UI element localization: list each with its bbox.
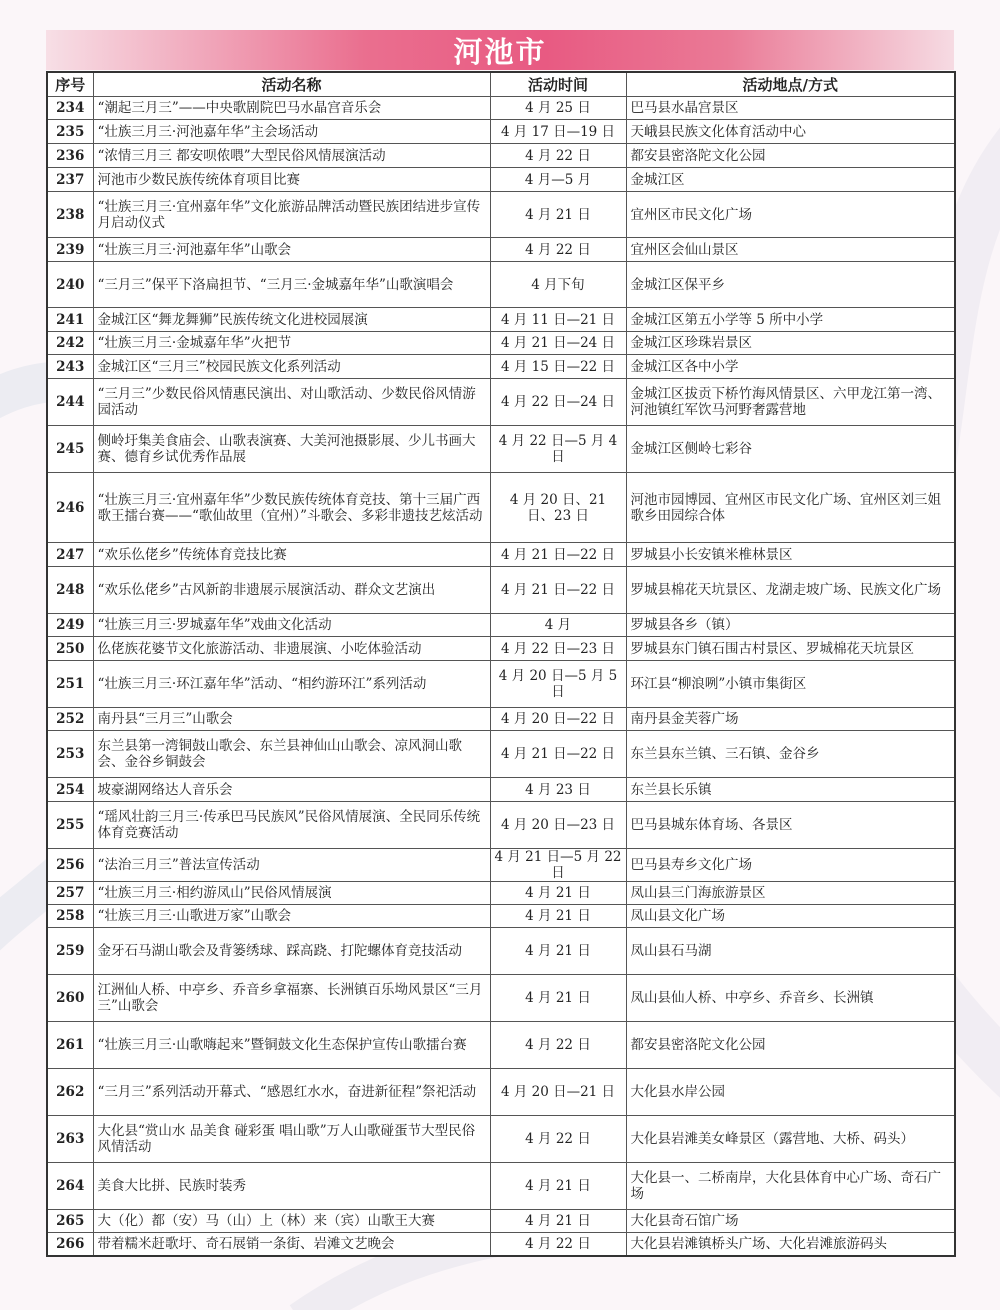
activity-place: 金城江区珍珠岩景区 — [626, 332, 955, 355]
activity-name: “壮族三月三·环江嘉年华”活动、“相约游环江”系列活动 — [93, 661, 490, 708]
activity-place: 巴马县寿乡文化广场 — [626, 849, 955, 882]
row-number: 264 — [47, 1163, 93, 1210]
activity-name: 侧岭圩集美食庙会、山歌表演赛、大美河池摄影展、少儿书画大赛、德育乡试优秀作品展 — [93, 426, 490, 473]
table-row — [47, 543, 955, 567]
table-row — [47, 614, 955, 637]
row-number: 253 — [47, 731, 93, 778]
table-row — [47, 802, 955, 849]
activity-time: 4 月 17 日—19 日 — [490, 120, 626, 144]
row-number: 246 — [47, 473, 93, 543]
activity-time: 4 月 21 日—22 日 — [490, 567, 626, 614]
activity-place: 都安县密洛陀文化公园 — [626, 1022, 955, 1069]
table-row — [47, 637, 955, 661]
row-number: 245 — [47, 426, 93, 473]
row-number: 266 — [47, 1233, 93, 1256]
table-row — [47, 975, 955, 1022]
activity-place: 罗城县棉花天坑景区、龙湖走坡广场、民族文化广场 — [626, 567, 955, 614]
table-header-row — [47, 72, 955, 97]
activity-time: 4 月 15 日—22 日 — [490, 355, 626, 379]
activity-time: 4 月 21 日 — [490, 1163, 626, 1210]
row-number: 237 — [47, 168, 93, 192]
activity-place: 凤山县三门海旅游景区 — [626, 882, 955, 905]
table-row — [47, 1069, 955, 1116]
row-number: 265 — [47, 1210, 93, 1233]
activity-place: 罗城县小长安镇米椎林景区 — [626, 543, 955, 567]
activity-time: 4 月 22 日—5 月 4 日 — [490, 426, 626, 473]
table-row — [47, 731, 955, 778]
activity-place: 凤山县仙人桥、中亭乡、乔音乡、长洲镇 — [626, 975, 955, 1022]
row-number: 239 — [47, 238, 93, 262]
row-number: 255 — [47, 802, 93, 849]
table-row — [47, 426, 955, 473]
row-number: 259 — [47, 928, 93, 975]
activity-place: 罗城县各乡（镇） — [626, 614, 955, 637]
activity-name: 河池市少数民族传统体育项目比赛 — [93, 168, 490, 192]
table-row — [47, 332, 955, 355]
activity-place: 大化县奇石馆广场 — [626, 1210, 955, 1233]
table-row — [47, 882, 955, 905]
table-row — [47, 1210, 955, 1233]
activity-time: 4 月 21 日 — [490, 882, 626, 905]
row-number: 238 — [47, 192, 93, 238]
activity-place: 东兰县东兰镇、三石镇、金谷乡 — [626, 731, 955, 778]
activity-place: 大化县岩滩美女峰景区（露营地、大桥、码头） — [626, 1116, 955, 1163]
activity-time: 4 月 22 日 — [490, 1233, 626, 1256]
activity-place: 罗城县东门镇石围古村景区、罗城棉花天坑景区 — [626, 637, 955, 661]
activity-name: 大化县“赏山水 品美食 碰彩蛋 唱山歌”万人山歌碰蛋节大型民俗风情活动 — [93, 1116, 490, 1163]
activity-name: “壮族三月三·相约游凤山”民俗风情展演 — [93, 882, 490, 905]
activity-time: 4 月 22 日 — [490, 238, 626, 262]
activity-time: 4 月 23 日 — [490, 778, 626, 802]
activity-name: 带着糯米赶歌圩、奇石展销一条街、岩滩文艺晚会 — [93, 1233, 490, 1256]
activity-name: 江洲仙人桥、中亭乡、乔音乡拿福寨、长洲镇百乐坳风景区“三月三”山歌会 — [93, 975, 490, 1022]
table-row — [47, 262, 955, 308]
activity-place: 金城江区第五小学等 5 所中小学 — [626, 308, 955, 332]
row-number: 260 — [47, 975, 93, 1022]
activity-place: 巴马县水晶宫景区 — [626, 97, 955, 120]
row-number: 248 — [47, 567, 93, 614]
activity-name: 南丹县“三月三”山歌会 — [93, 708, 490, 731]
activity-time: 4 月 21 日—5 月 22 日 — [490, 849, 626, 882]
table-row — [47, 97, 955, 120]
activity-name: 金牙石马湖山歌会及背篓绣球、踩高跷、打陀螺体育竞技活动 — [93, 928, 490, 975]
activity-time: 4 月下旬 — [490, 262, 626, 308]
activity-place: 南丹县金芙蓉广场 — [626, 708, 955, 731]
row-number: 247 — [47, 543, 93, 567]
header-name: 活动名称 — [93, 72, 490, 97]
activity-name: “三月三”保平下洛扁担节、“三月三·金城嘉年华”山歌演唱会 — [93, 262, 490, 308]
activity-time: 4 月 22 日 — [490, 1116, 626, 1163]
table-row — [47, 192, 955, 238]
table-row — [47, 355, 955, 379]
activity-place: 天峨县民族文化体育活动中心 — [626, 120, 955, 144]
table-row — [47, 168, 955, 192]
activity-time: 4 月 22 日—23 日 — [490, 637, 626, 661]
activity-place: 河池市园博园、宜州区市民文化广场、宜州区刘三姐歌乡田园综合体 — [626, 473, 955, 543]
activity-name: 金城江区“舞龙舞狮”民族传统文化进校园展演 — [93, 308, 490, 332]
table-row — [47, 379, 955, 426]
table-row — [47, 567, 955, 614]
table-row — [47, 120, 955, 144]
row-number: 236 — [47, 144, 93, 168]
activity-name: “壮族三月三·金城嘉年华”火把节 — [93, 332, 490, 355]
activity-time: 4 月 20 日—22 日 — [490, 708, 626, 731]
table-row — [47, 849, 955, 882]
header-place: 活动地点/方式 — [626, 72, 955, 97]
activity-name: “欢乐仫佬乡”传统体育竞技比赛 — [93, 543, 490, 567]
row-number: 262 — [47, 1069, 93, 1116]
activity-time: 4 月 21 日 — [490, 1210, 626, 1233]
row-number: 243 — [47, 355, 93, 379]
activity-place: 金城江区拔贡下桥竹海风情景区、六甲龙江第一湾、河池镇红军饮马河野奢露营地 — [626, 379, 955, 426]
activity-name: “壮族三月三·河池嘉年华”主会场活动 — [93, 120, 490, 144]
activity-time: 4 月 — [490, 614, 626, 637]
activity-name: 美食大比拼、民族时装秀 — [93, 1163, 490, 1210]
activity-name: “壮族三月三·河池嘉年华”山歌会 — [93, 238, 490, 262]
row-number: 235 — [47, 120, 93, 144]
activity-time: 4 月 21 日 — [490, 905, 626, 928]
city-banner — [46, 30, 954, 70]
row-number: 251 — [47, 661, 93, 708]
row-number: 244 — [47, 379, 93, 426]
activity-name: “法治三月三”普法宣传活动 — [93, 849, 490, 882]
table-row — [47, 1233, 955, 1256]
row-number: 256 — [47, 849, 93, 882]
activity-time: 4 月 25 日 — [490, 97, 626, 120]
activity-time: 4 月 22 日 — [490, 144, 626, 168]
table-row — [47, 308, 955, 332]
row-number: 254 — [47, 778, 93, 802]
activity-place: 环江县“柳浪咧”小镇市集街区 — [626, 661, 955, 708]
activity-place: 金城江区各中小学 — [626, 355, 955, 379]
row-number: 252 — [47, 708, 93, 731]
activity-place: 凤山县石马湖 — [626, 928, 955, 975]
activity-place: 大化县一、二桥南岸，大化县体育中心广场、奇石广场 — [626, 1163, 955, 1210]
activity-time: 4 月 20 日—21 日 — [490, 1069, 626, 1116]
table-row — [47, 928, 955, 975]
activity-place: 宜州区市民文化广场 — [626, 192, 955, 238]
table-row — [47, 661, 955, 708]
table-row — [47, 778, 955, 802]
activity-name: 金城江区“三月三”校园民族文化系列活动 — [93, 355, 490, 379]
activity-name: 大（化）都（安）马（山）上（林）来（宾）山歌王大赛 — [93, 1210, 490, 1233]
activity-name: 仫佬族花婆节文化旅游活动、非遗展演、小吃体验活动 — [93, 637, 490, 661]
activity-name: 东兰县第一湾铜鼓山歌会、东兰县神仙山山歌会、凉风洞山歌会、金谷乡铜鼓会 — [93, 731, 490, 778]
activity-name: “三月三”少数民俗风情惠民演出、对山歌活动、少数民俗风情游园活动 — [93, 379, 490, 426]
activity-place: 凤山县文化广场 — [626, 905, 955, 928]
activity-time: 4 月 21 日 — [490, 928, 626, 975]
activity-place: 大化县水岸公园 — [626, 1069, 955, 1116]
header-no: 序号 — [47, 72, 93, 97]
activity-time: 4 月 21 日—24 日 — [490, 332, 626, 355]
table-row — [47, 238, 955, 262]
row-number: 257 — [47, 882, 93, 905]
activity-time: 4 月—5 月 — [490, 168, 626, 192]
activity-time: 4 月 21 日 — [490, 975, 626, 1022]
row-number: 241 — [47, 308, 93, 332]
activity-time: 4 月 11 日—21 日 — [490, 308, 626, 332]
activity-place: 宜州区会仙山景区 — [626, 238, 955, 262]
activity-name: 坡豪湖网络达人音乐会 — [93, 778, 490, 802]
activity-place: 金城江区保平乡 — [626, 262, 955, 308]
activity-place: 巴马县城东体育场、各景区 — [626, 802, 955, 849]
activity-place: 都安县密洛陀文化公园 — [626, 144, 955, 168]
table-row — [47, 1022, 955, 1069]
activity-name: “潮起三月三”——中央歌剧院巴马水晶宫音乐会 — [93, 97, 490, 120]
row-number: 234 — [47, 97, 93, 120]
activity-name: “欢乐仫佬乡”古风新韵非遗展示展演活动、群众文艺演出 — [93, 567, 490, 614]
row-number: 249 — [47, 614, 93, 637]
activity-name: “壮族三月三·宜州嘉年华”少数民族传统体育竞技、第十三届广西歌王擂台赛——“歌仙故里（宜州）”斗歌会、多彩非遗技艺炫活动 — [93, 473, 490, 543]
activity-time: 4 月 22 日—24 日 — [490, 379, 626, 426]
activity-place: 金城江区侧岭七彩谷 — [626, 426, 955, 473]
activity-name: “瑶风壮韵三月三·传承巴马民族风”民俗风情展演、全民同乐传统体育竞赛活动 — [93, 802, 490, 849]
activity-name: “壮族三月三·宜州嘉年华”文化旅游品牌活动暨民族团结进步宣传月启动仪式 — [93, 192, 490, 238]
table-row — [47, 1116, 955, 1163]
activity-time: 4 月 20 日、21 日、23 日 — [490, 473, 626, 543]
activity-name: “壮族三月三·山歌进万家”山歌会 — [93, 905, 490, 928]
row-number: 261 — [47, 1022, 93, 1069]
table-row — [47, 473, 955, 543]
activity-time: 4 月 21 日—22 日 — [490, 731, 626, 778]
activity-time: 4 月 20 日—23 日 — [490, 802, 626, 849]
activity-place: 大化县岩滩镇桥头广场、大化岩滩旅游码头 — [626, 1233, 955, 1256]
activity-place: 东兰县长乐镇 — [626, 778, 955, 802]
activity-name: “三月三”系列活动开幕式、“感恩红水水，奋进新征程”祭祀活动 — [93, 1069, 490, 1116]
activity-time: 4 月 22 日 — [490, 1022, 626, 1069]
row-number: 240 — [47, 262, 93, 308]
activity-table — [46, 71, 956, 1257]
activity-time: 4 月 20 日—5 月 5 日 — [490, 661, 626, 708]
table-row — [47, 708, 955, 731]
row-number: 242 — [47, 332, 93, 355]
table-row — [47, 905, 955, 928]
activity-time: 4 月 21 日—22 日 — [490, 543, 626, 567]
activity-name: “浓情三月三 都安呗侬喂”大型民俗风情展演活动 — [93, 144, 490, 168]
activity-time: 4 月 21 日 — [490, 192, 626, 238]
row-number: 258 — [47, 905, 93, 928]
city-title: 河池市 — [453, 34, 547, 69]
row-number: 250 — [47, 637, 93, 661]
activity-name: “壮族三月三·山歌嗨起来”暨铜鼓文化生态保护宣传山歌擂台赛 — [93, 1022, 490, 1069]
table-row — [47, 144, 955, 168]
row-number: 263 — [47, 1116, 93, 1163]
activity-place: 金城江区 — [626, 168, 955, 192]
table-row — [47, 1163, 955, 1210]
header-time: 活动时间 — [490, 72, 626, 97]
activity-name: “壮族三月三·罗城嘉年华”戏曲文化活动 — [93, 614, 490, 637]
